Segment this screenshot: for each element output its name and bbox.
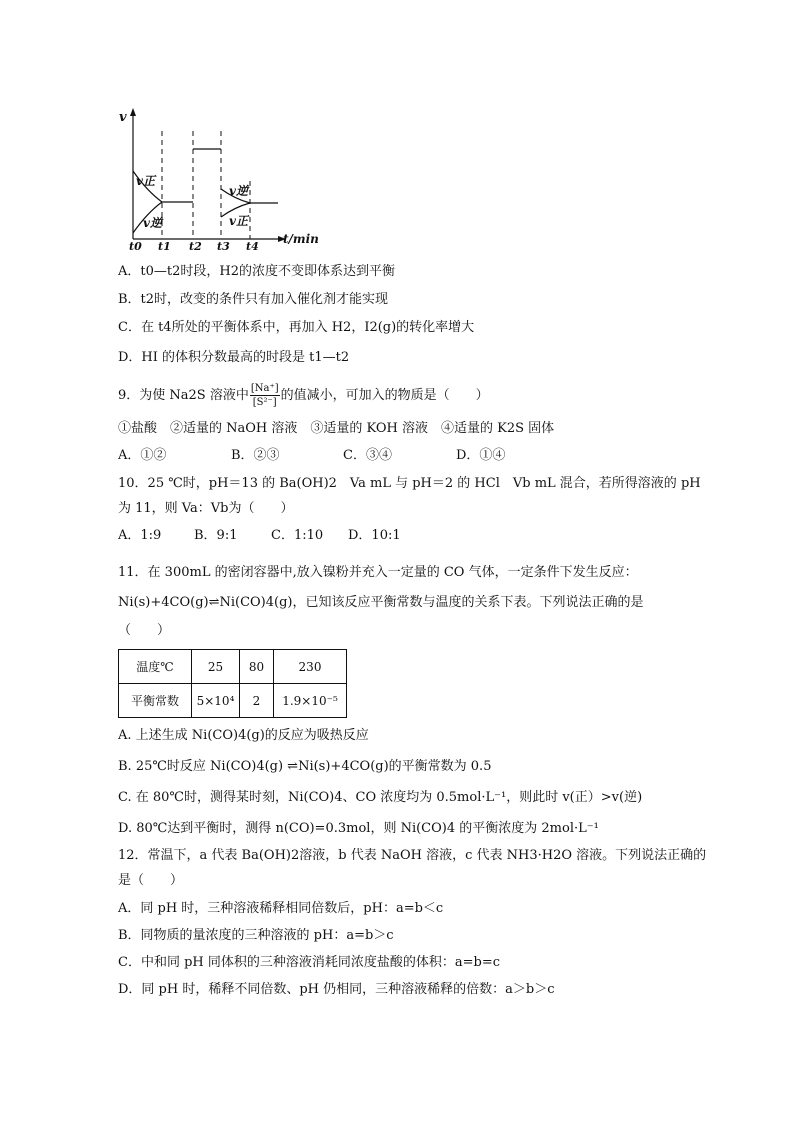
x-axis-label: t/min xyxy=(283,232,319,246)
q9-option-d: D．①④ xyxy=(456,448,506,463)
equilibrium-constant-table xyxy=(118,649,347,718)
q12-option-d: D．同 pH 时，稀释不同倍数、pH 仍相同，三种溶液稀释的倍数：a＞b＞c xyxy=(118,982,555,997)
q9-fraction-denominator: [S²⁻] xyxy=(252,397,277,408)
q11-option-d: D. 80℃达到平衡时，测得 n(CO)=0.3mol，则 Ni(CO)4 的平衡浓度为 2mol·L⁻¹ xyxy=(118,821,599,836)
table-cell: 5×10⁴ xyxy=(192,684,240,718)
table-row xyxy=(119,684,347,718)
q11-line1: 11．在 300mL 的密闭容器中,放入镍粉并充入一定量的 CO 气体，一定条件下发生反应： xyxy=(118,565,638,580)
table-cell: 1.9×10⁻⁵ xyxy=(274,684,347,718)
q10-line2: 为 11，则 Va：Vb为（ ） xyxy=(118,501,294,516)
q9-stem-pre: 9．为使 Na2S 溶液中 xyxy=(118,388,249,403)
q10-option-c: C．1:10 xyxy=(271,528,324,543)
q8-option-c: C．在 t4所处的平衡体系中，再加入 H2，I2(g)的转化率增大 xyxy=(118,320,475,335)
table-cell: 230 xyxy=(274,650,347,684)
tick-t2: t2 xyxy=(189,240,202,250)
table-cell: 25 xyxy=(192,650,240,684)
q8-option-b: B．t2时，改变的条件只有加入催化剂才能实现 xyxy=(118,292,389,307)
table-cell: 平衡常数 xyxy=(119,684,192,718)
q12-line2: 是（ ） xyxy=(118,873,184,888)
q12-option-c: C．中和同 pH 同体积的三种溶液消耗同浓度盐酸的体积：a=b=c xyxy=(118,955,501,970)
q11-option-c: C. 在 80℃时，测得某时刻，Ni(CO)4、CO 浓度均为 0.5mol·L⁻¹，则此时 v(正）>v(逆) xyxy=(118,790,643,805)
q12-line1: 12．常温下，a 代表 Ba(OH)2溶液，b 代表 NaOH 溶液，c 代表 NH3·H2O 溶液。下列说法正确的 xyxy=(118,848,707,863)
table-cell: 80 xyxy=(240,650,274,684)
tick-t3: t3 xyxy=(217,240,230,250)
table-cell: 2 xyxy=(240,684,274,718)
q11-option-a: A. 上述生成 Ni(CO)4(g)的反应为吸热反应 xyxy=(118,728,369,743)
q10-option-a: A．1:9 xyxy=(118,528,162,543)
q8-option-a: A．t0—t2时段，H2的浓度不变即体系达到平衡 xyxy=(118,264,395,279)
q12-option-a: A．同 pH 时，三种溶液稀释相同倍数后，pH：a=b＜c xyxy=(118,901,444,916)
q9-items: ①盐酸 ②适量的 NaOH 溶液 ③适量的 KOH 溶液 ④适量的 K2S 固体 xyxy=(118,421,555,436)
table-cell: 温度℃ xyxy=(119,650,192,684)
q11-option-b: B. 25℃时反应 Ni(CO)4(g) ⇌Ni(s)+4CO(g)的平衡常数为 0.5 xyxy=(118,759,492,774)
q10-line1: 10．25 ℃时，pH＝13 的 Ba(OH)2 Va mL 与 pH＝2 的 HCl Vb mL 混合，若所得溶液的 pH xyxy=(118,476,701,491)
tick-t1: t1 xyxy=(158,240,171,250)
label-v-reverse-2: v逆 xyxy=(229,184,248,198)
label-v-forward-1: v正 xyxy=(136,174,155,188)
q9-option-a: A．①② xyxy=(118,448,167,463)
q9-option-c: C．③④ xyxy=(343,448,392,463)
q10-option-b: B．9:1 xyxy=(194,528,238,543)
q9-fraction xyxy=(250,383,280,408)
rate-time-graph xyxy=(113,105,328,250)
tick-t4: t4 xyxy=(246,240,259,250)
q12-option-b: B．同物质的量浓度的三种溶液的 pH：a=b＞c xyxy=(118,928,394,943)
q11-line2: Ni(s)+4CO(g)⇌Ni(CO)4(g)，已知该反应平衡常数与温度的关系下表。下列说法正确的是 xyxy=(118,595,644,610)
q8-option-d: D．HI 的体积分数最高的时段是 t1—t2 xyxy=(118,350,350,365)
q11-line3: （ ） xyxy=(118,623,171,638)
table-row xyxy=(119,650,347,684)
q9-fraction-numerator: [Na⁺] xyxy=(250,383,279,394)
tick-t0: t0 xyxy=(129,240,142,250)
q9-stem-post: 的值减小，可加入的物质是（ ） xyxy=(280,388,489,403)
q9-stem xyxy=(118,383,489,408)
y-axis-label: v xyxy=(119,110,127,125)
q10-option-d: D．10:1 xyxy=(348,528,401,543)
label-v-forward-2: v正 xyxy=(229,214,248,228)
q9-option-b: B．②③ xyxy=(231,448,280,463)
y-axis-arrow xyxy=(130,108,136,116)
label-v-reverse-1: v逆 xyxy=(143,216,162,230)
